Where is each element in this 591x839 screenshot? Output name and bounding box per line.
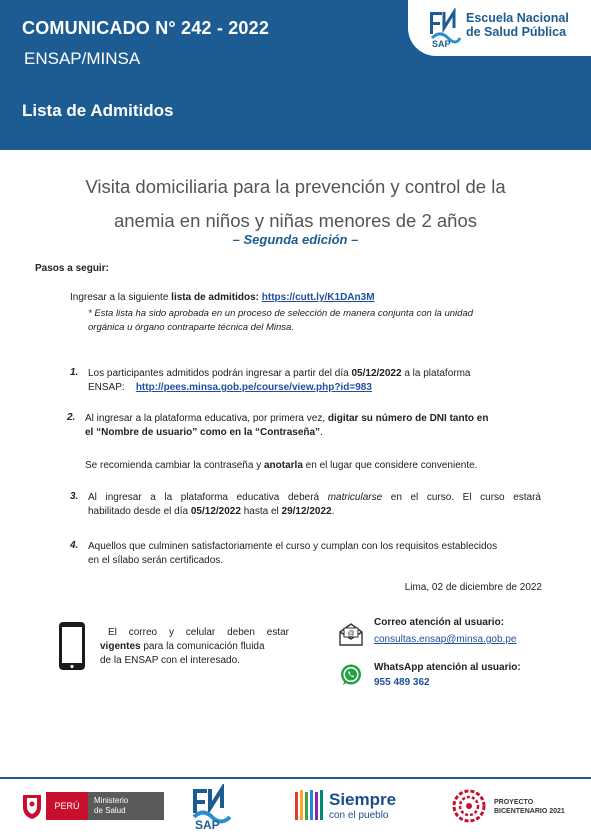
course-title [40, 170, 551, 238]
peru-shield-icon [18, 791, 46, 821]
edition-label: – Segunda edición – [232, 232, 359, 247]
step-1-text: Los participantes admitidos podrán ingresar a partir del día 05/12/2022 a la plataforma ENSAP: http://pees.minsa.gob.pe/course/view.php?id=983 [88, 368, 471, 393]
intro-line: Ingresar a la siguiente lista de admitidos: https://cutt.ly/K1DAn3M [70, 292, 375, 303]
bicentenario-logo-icon [450, 788, 488, 824]
logo-line-2: de Salud Pública [466, 25, 567, 39]
logo-line-1: Escuela Nacional [466, 11, 569, 25]
password-recommendation: Se recomienda cambiar la contraseña y anotarla en el lugar que considere conveniente. [85, 460, 478, 471]
contact-notice: El correo y celular deben estar vigentes para la comunicación fluida de la ENSAP con el interesado. [100, 627, 289, 666]
ministry-label: Ministerio de Salud [88, 792, 164, 820]
siempre-text: Siempre [329, 790, 397, 809]
minsa-logo [18, 791, 164, 821]
svg-text:@: @ [347, 630, 355, 638]
bicentenario-label: BICENTENARIO 2021 [494, 808, 565, 815]
svg-text:SAP: SAP [432, 39, 451, 48]
peru-label: PERÚ [46, 792, 88, 820]
step-1-number: 1. [70, 367, 79, 378]
whatsapp-icon [339, 663, 363, 687]
admitted-list-link[interactable]: https://cutt.ly/K1DAn3M [261, 292, 375, 303]
step-4-number: 4. [70, 540, 79, 551]
proyecto-label: PROYECTO [494, 799, 534, 806]
step-2-number: 2. [67, 412, 76, 423]
platform-link[interactable]: http://pees.minsa.gob.pe/course/view.php?id=983 [135, 382, 372, 393]
ensap-logo-icon [428, 8, 462, 48]
support-email-link[interactable]: consultas.ensap@minsa.gob.pe [374, 634, 517, 645]
step-2-text: Al ingresar a la plataforma educativa, por primera vez, digitar su número de DNI tanto en el “Nombre de usuario” como en la “Contraseña”. [85, 413, 489, 438]
header-banner [0, 0, 591, 150]
bicentenario-logo [450, 788, 580, 824]
siempre-logo-icon [293, 788, 327, 824]
email-icon [338, 621, 364, 647]
course-title-line-1: Visita domiciliaria para la prevención y control de la [85, 176, 506, 197]
siempre-con-el-pueblo-logo [293, 788, 395, 824]
approval-note: * Esta lista ha sido aprobada en un proceso de selección de manera conjunta con la unidad orgánica u órgano contraparte técnica del Minsa. [88, 308, 474, 333]
step-3-text: Al ingresar a la plataforma educativa deberá matricularse en el curso. El curso estará habilitado desde el día 05/12/2022 hasta el 29/12/2022. [88, 492, 541, 517]
whatsapp-heading: WhatsApp atención al usuario: [374, 662, 521, 673]
section-title: Lista de Admitidos [22, 101, 174, 120]
organization-name: ENSAP/MINSA [24, 49, 141, 68]
whatsapp-number[interactable]: 955 489 362 [374, 677, 430, 688]
course-title-line-2: anemia en niños y niñas menores de 2 años [113, 210, 478, 231]
smartphone-icon [58, 621, 86, 671]
step-4-text: Aquellos que culminen satisfactoriamente el curso y cumplan con los requisitos establecidos en el sílabo serán certificados. [88, 541, 498, 566]
document-date: Lima, 02 de diciembre de 2022 [404, 582, 542, 593]
communique-title: COMUNICADO N° 242 - 2022 [22, 18, 270, 38]
step-3-number: 3. [70, 491, 79, 502]
steps-heading: Pasos a seguir: [35, 263, 109, 274]
footer-divider [0, 777, 591, 779]
ensap-logo-icon [190, 784, 232, 830]
con-el-pueblo-text: con el pueblo [329, 810, 389, 821]
svg-text:SAP: SAP [195, 818, 220, 830]
email-heading: Correo atención al usuario: [374, 617, 505, 628]
ensap-logo [408, 0, 591, 56]
